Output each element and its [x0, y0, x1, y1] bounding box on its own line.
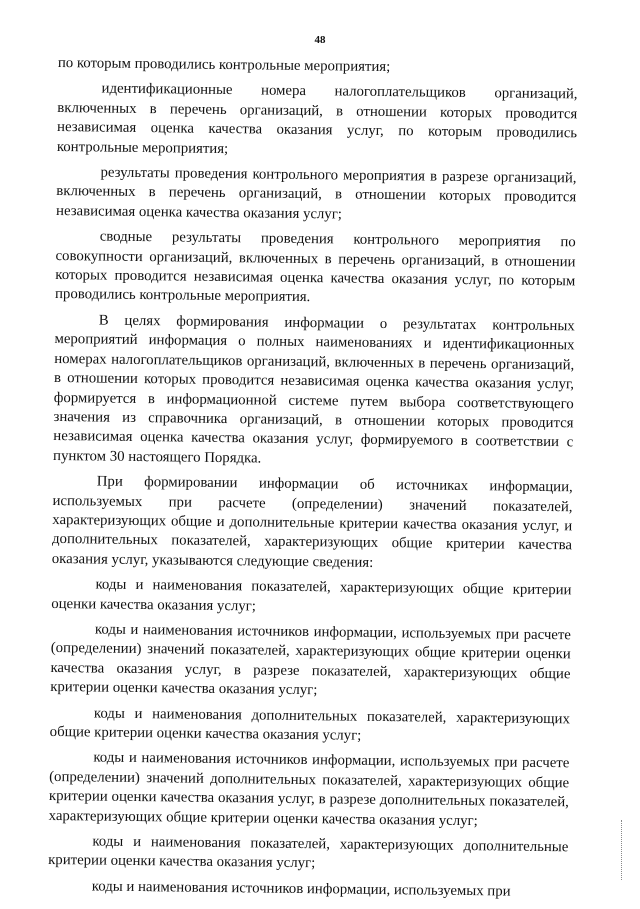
page-number: 48: [314, 34, 326, 46]
paragraph-4: сводные результаты проведения контрольного мероприятия по совокупности организаций, включенных в перечень организаций, в отношении которых проводится независимая оценка качества оказания услуг, по которым проводились контрольные мероприятия.: [54, 228, 576, 306]
paragraph-3: результаты проведения контрольного мероприятия в разрезе организаций, включенных в перечень организаций, в отношении которых проводится независимая оценка качества оказания услуг;: [55, 164, 577, 223]
paragraph-10: коды и наименования источников информации, используемых при расчете (определении) значений дополнительных показателей, характеризующих общие критерии оценки качества оказания услуг, в разрезе дополнительных показателей, характеризующих общие критерии оценки качества оказания услуг;: [48, 749, 570, 829]
paragraph-9: коды и наименования дополнительных показателей, характеризующих общие критерии оценки качества оказания услуг;: [49, 705, 571, 744]
paragraph-2: идентификационные номера налогоплательщиков организаций, включенных в перечень организаций, в отношении которых проводится независимая оценка качества оказания услуг, по которым проводились контрольные мероприятия;: [56, 80, 578, 157]
paragraph-11: коды и наименования показателей, характеризующих дополнительные критерии оценки качества оказания услуг;: [48, 833, 569, 872]
page-body: [48, 54, 578, 909]
paragraph-1: по которым проводились контрольные мероприятия;: [57, 54, 391, 76]
paragraph-8: коды и наименования источников информации, используемых при расчете (определении) значений показателей, характеризующих общие критерии оценки качества оказания услуг, в разрезе показателей, характеризующих общие критерии оценки качества оказания услуг;: [50, 621, 572, 699]
paragraph-12: коды и наименования источников информации, используемых при: [91, 878, 511, 900]
paragraph-5: В целях формирования информации о результатах контрольных мероприятий информация о полных наименованиях и идентификационных номерах налогоплательщиков организаций, включенных в перечень организаций, в отношении которых проводится независимая оценка качества оказания услуг, формируется в информационной системе путем выбора соответствующего значения из справочника организаций, в отношении которых проводится независимая оценка качества оказания услуг, формируемого в соответствии с пунктом 30 настоящего Порядка.: [52, 312, 575, 467]
paragraph-7: коды и наименования показателей, характеризующих общие критерии оценки качества оказания услуг;: [51, 576, 572, 615]
paragraph-6: При формировании информации об источниках информации, используемых при расчете (определении) значений показателей, характеризующих общие и дополнительные критерии качества оказания услуг, и дополнительных показателей, характеризующих общие критерии качества оказания услуг, указываются следующие сведения:: [51, 473, 573, 571]
scan-margin-mark: [621, 820, 625, 880]
